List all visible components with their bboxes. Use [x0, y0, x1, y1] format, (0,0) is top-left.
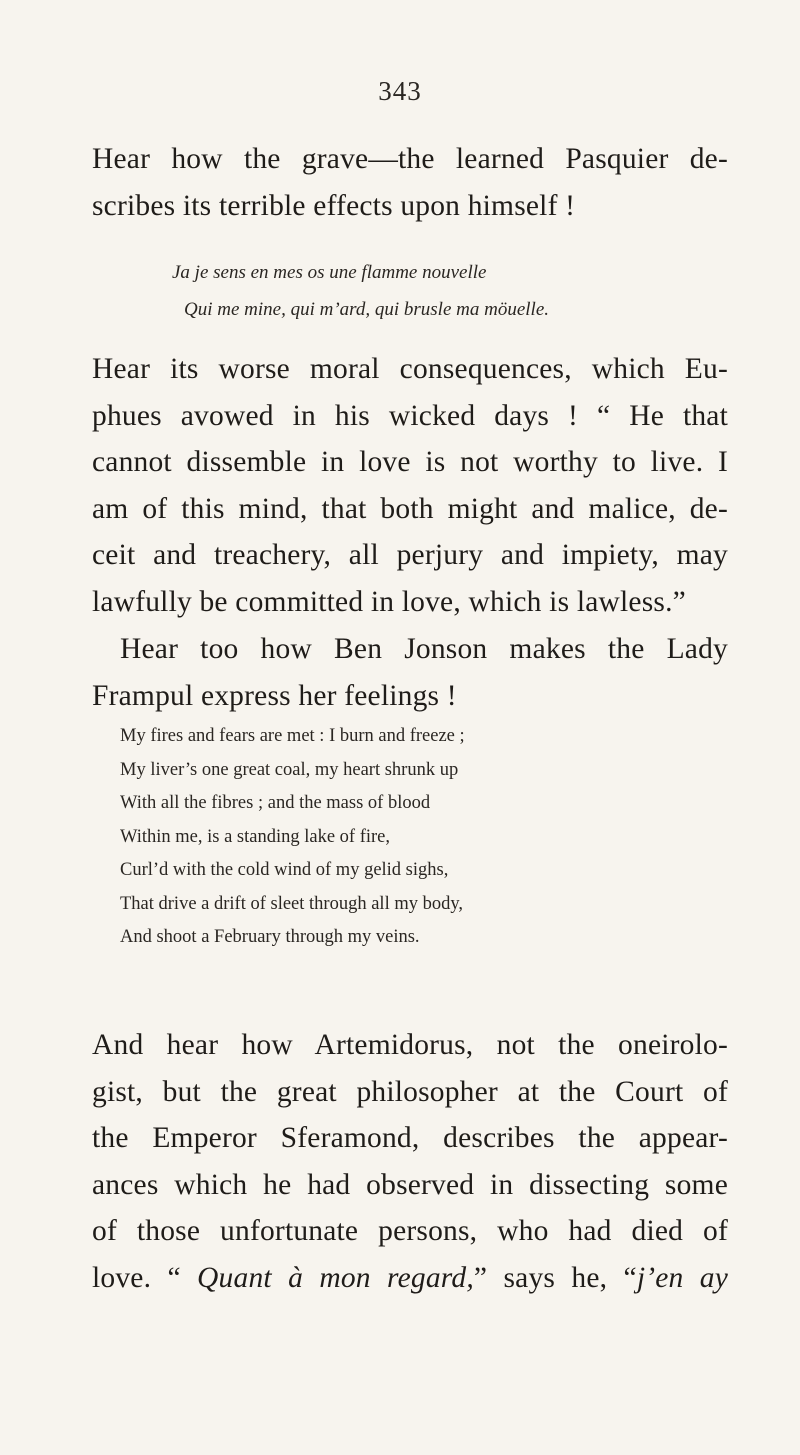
- text-line: Hear how the grave—the learned Pasquier de-: [92, 143, 728, 175]
- text-line: phues avowed in his wicked days ! “ He that: [92, 399, 728, 432]
- text-run: ” says he, “: [473, 1261, 637, 1294]
- text-line: ances which he had observed in dissecting some: [92, 1168, 728, 1201]
- verse-line: Ja je sens en mes os une flamme nouvelle: [172, 262, 487, 283]
- text-line: scribes its terrible effects upon himself !: [92, 189, 576, 222]
- text-line: the Emperor Sferamond, describes the appear-: [92, 1122, 728, 1154]
- page-number: 343: [378, 76, 422, 106]
- verse-line: Qui me mine, qui m’ard, qui brusle ma möuelle.: [184, 299, 549, 320]
- text-line: am of this mind, that both might and malice, de-: [92, 492, 728, 525]
- paragraph-pasquier: [92, 136, 728, 229]
- text-line: of those unfortunate persons, who had died of: [92, 1215, 728, 1247]
- verse-line: Curl’d with the cold wind of my gelid sighs,: [120, 860, 449, 880]
- verse-line: My liver’s one great coal, my heart shrunk up: [120, 759, 459, 780]
- text-run: love. “: [92, 1261, 198, 1294]
- verse-line: With all the fibres ; and the mass of blood: [120, 793, 431, 813]
- verse-line: That drive a drift of sleet through all my body,: [120, 893, 464, 914]
- text-line: ceit and treachery, all perjury and impiety, may: [92, 539, 728, 571]
- text-line: gist, but the great philosopher at the Court of: [92, 1075, 728, 1108]
- text-line: And hear how Artemidorus, not the oneirolo-: [92, 1029, 728, 1061]
- text-line: lawfully be committed in love, which is lawless.”: [92, 585, 686, 618]
- verse-line: And shoot a February through my veins.: [120, 927, 420, 947]
- text-line-mixed: [92, 1255, 728, 1302]
- paragraph-artemidorus: [92, 1022, 728, 1301]
- text-line: Hear too how Ben Jonson makes the Lady: [120, 633, 728, 665]
- text-line: cannot dissemble in love is not worthy to live. I: [92, 446, 728, 478]
- paragraph-euphues: [92, 346, 728, 625]
- italic-quote: j’en ay: [636, 1261, 729, 1294]
- paragraph-jonson: [92, 626, 728, 719]
- french-verse-quote: [172, 254, 549, 328]
- italic-quote: Quant à mon regard,: [197, 1261, 474, 1294]
- verse-line: Within me, is a standing lake of fire,: [120, 826, 391, 847]
- text-line: Frampul express her feelings !: [92, 679, 457, 712]
- english-verse-quote: [120, 720, 465, 955]
- text-line: Hear its worse moral consequences, which Eu-: [92, 353, 728, 385]
- verse-line: My fires and fears are met : I burn and freeze ;: [120, 726, 465, 746]
